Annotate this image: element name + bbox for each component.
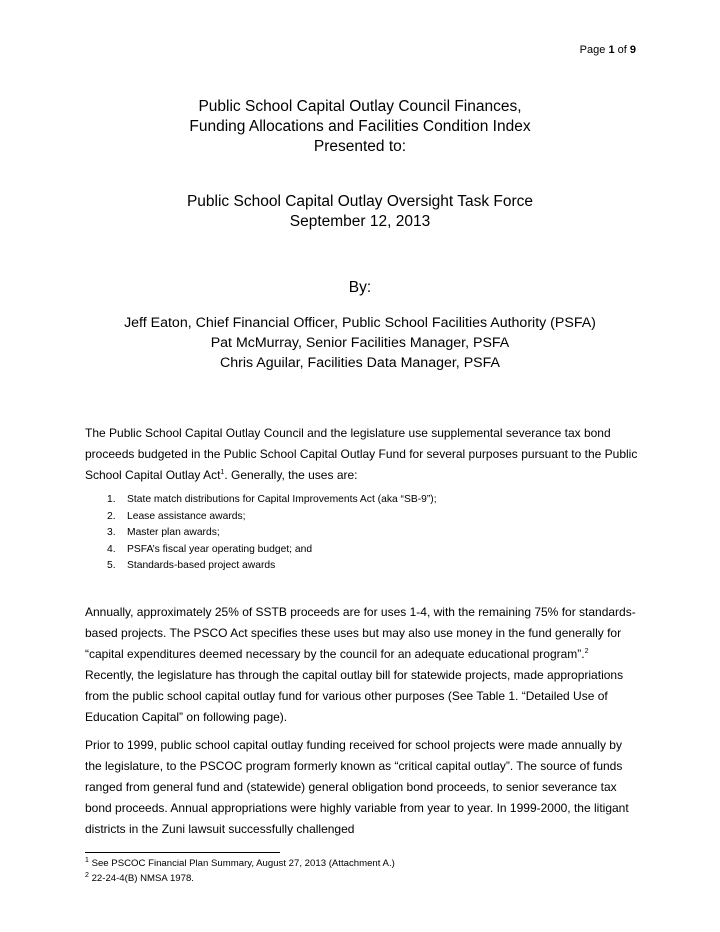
intro-paragraph (85, 423, 640, 486)
by-label: By: (348, 279, 372, 296)
audience-name: Public School Capital Outlay Oversight Task Force (186, 193, 534, 210)
list-number: 2. (107, 510, 116, 522)
footnote-1 (85, 858, 395, 870)
title-line-1: Public School Capital Outlay Council Finances, (198, 98, 522, 115)
list-item (107, 492, 437, 509)
list-item-text: State match distributions for Capital Improvements Act (aka “SB-9”); (127, 494, 437, 505)
history-paragraph: Prior to 1999, public school capital outlay funding received for school projects were made annually by the legislature, to the PSCOC program formerly known as “critical capital outlay”. The source of funds ranged from general fund and (statewide) general obligation bond proceeds, to senior severance tax bond proceeds. Annual appropriations were highly variable from year to year. In 1999-2000, the litigant districts in the Zuni lawsuit successfully challenged (85, 738, 629, 836)
presenter-2: Pat McMurray, Senior Facilities Manager, PSFA (210, 335, 510, 351)
list-item (107, 525, 437, 542)
allocation-paragraph (85, 602, 640, 728)
footnote-mark: 2 (85, 871, 89, 879)
list-item (107, 509, 437, 526)
intro-text: The Public School Capital Outlay Council and the legislature use supplemental severance tax bond proceeds budgeted in the Public School Capital Outlay Fund for several purposes pursuant to the Public School Capital Outlay Act (85, 426, 638, 482)
of-label: of (617, 44, 627, 56)
page-number-header (580, 44, 636, 56)
presenter-3: Chris Aguilar, Facilities Data Manager, PSFA (220, 355, 500, 371)
list-item (107, 542, 437, 559)
footnote-ref-1: 1 (220, 469, 225, 476)
list-number: 5. (107, 560, 116, 571)
page-label: Page (579, 44, 606, 56)
list-number: 4. (107, 543, 116, 555)
list-item (107, 558, 437, 575)
footnote-2 (85, 873, 194, 885)
title-line-3: Presented to: (313, 138, 407, 155)
allocation-text-end: Recently, the legislature has through the capital outlay bill for statewide projects, made appropriations from the public school capital outlay fund for various other purposes (See Table 1. “Detailed Use of Education Capital” on following page). (85, 668, 624, 724)
current-page-number: 1 (608, 44, 615, 56)
total-page-count: 9 (629, 44, 636, 56)
presentation-date: September 12, 2013 (289, 213, 431, 230)
list-item-text: PSFA’s fiscal year operating budget; and (127, 543, 313, 555)
list-number: 1. (107, 494, 116, 505)
footnote-ref-2: 2 (584, 648, 589, 655)
intro-text-end: . Generally, the uses are: (224, 468, 358, 482)
title-line-2: Funding Allocations and Facilities Condition Index (189, 118, 531, 135)
list-item-text: Lease assistance awards; (127, 510, 246, 522)
presenter-1: Jeff Eaton, Chief Financial Officer, Public School Facilities Authority (PSFA) (124, 315, 596, 331)
audience-block (0, 192, 720, 232)
footnote-text: See PSCOC Financial Plan Summary, August 27, 2013 (Attachment A.) (88, 858, 395, 869)
footnote-mark: 1 (85, 856, 89, 864)
footnote-divider (85, 852, 280, 853)
footnote-text: 22-24-4(B) NMSA 1978. (88, 873, 194, 884)
uses-list (107, 492, 437, 575)
presenters-block (0, 313, 720, 373)
list-item-text: Standards-based project awards (127, 560, 276, 571)
allocation-text: Annually, approximately 25% of SSTB proceeds are for uses 1-4, with the remaining 75% for standards-based projects. The PSCO Act specifies these uses but may also use money in the fund generally for “capital expenditures deemed necessary by the council for an adequate educational program”. (85, 605, 636, 661)
list-item-text: Master plan awards; (127, 527, 220, 538)
document-title (0, 97, 720, 157)
list-number: 3. (107, 527, 116, 538)
